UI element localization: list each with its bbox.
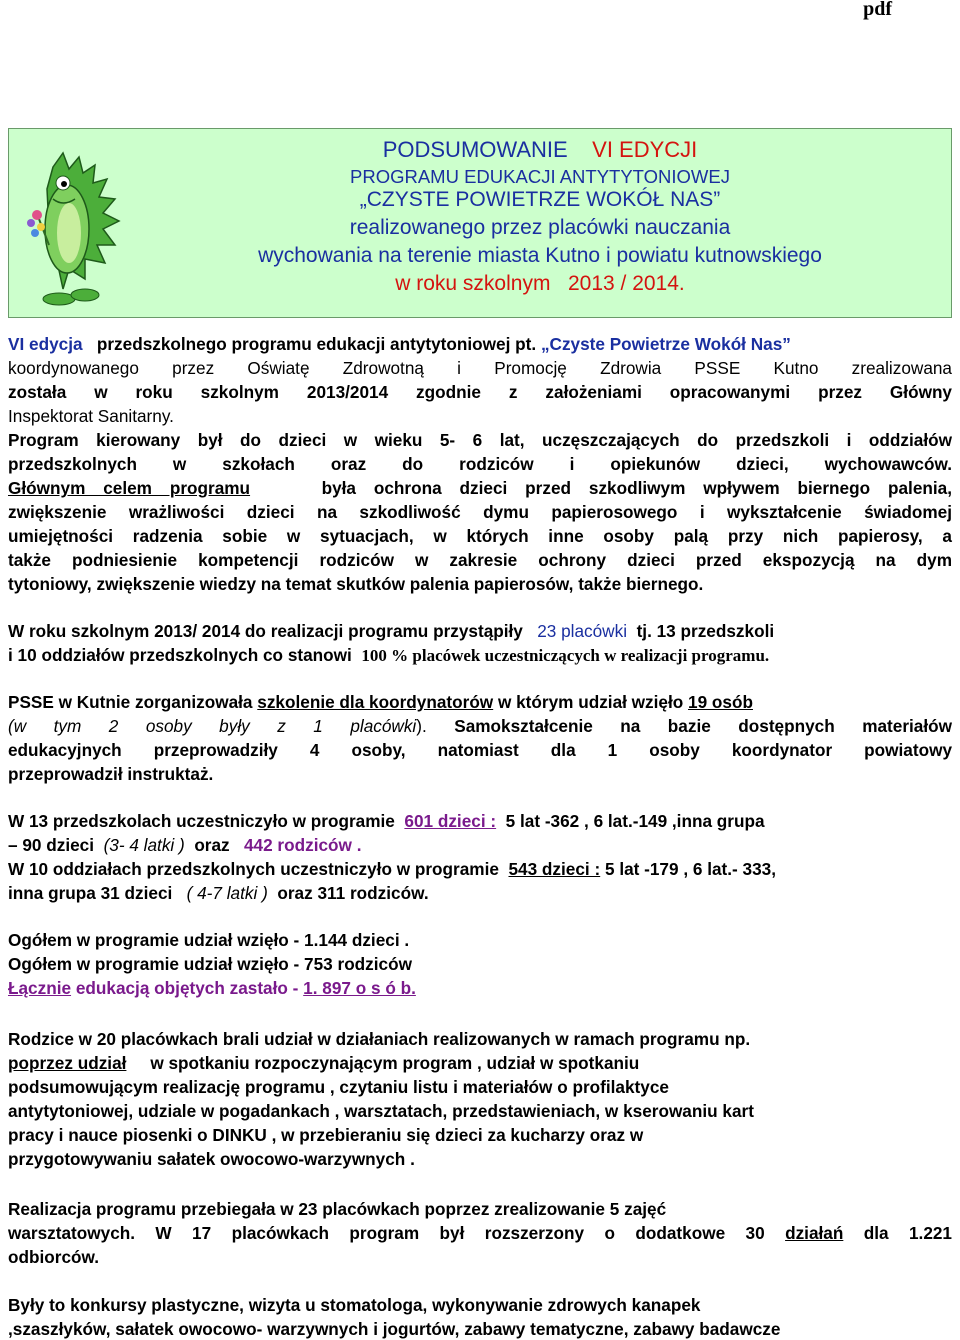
paragraph-7-line: odbiorców. (8, 1247, 100, 1267)
banner-title-line: PODSUMOWANIE VI EDYCJI (382, 137, 698, 162)
paragraph-8-line: ,szaszłyków, sałatek owocowo- warzywnych i jogurtów, zabawy tematyczne, zabawy badawcze (8, 1319, 781, 1339)
banner-line-4: realizowanego przez placówki nauczania (349, 216, 731, 239)
paragraph-4-line: W 13 przedszkolach uczestniczyło w programie 601 dzieci : 5 lat -362 , 6 lat.-149 ,inna grupa (8, 811, 765, 831)
paragraph-1-line: zwiększenie wrażliwości dzieci na szkodliwość dymu papierosowego i wykształcenie świadomej (8, 502, 952, 522)
paragraph-6-line: Rodzice w 20 placówkach brali udział w działaniach realizowanych w ramach programu np. (8, 1029, 751, 1049)
paragraph-6-line: poprzez udział w spotkaniu rozpoczynającym program , udział w spotkaniu (8, 1053, 640, 1073)
paragraph-3-line: PSSE w Kutnie zorganizowała szkolenie dla koordynatorów w którym udział wzięło 19 osób (8, 692, 753, 712)
paragraph-8-line: Były to konkursy plastyczne, wizyta u stomatologa, wykonywanie zdrowych kanapek (8, 1295, 701, 1315)
title-banner (8, 128, 952, 318)
paragraph-7-line: Realizacja programu przebiegała w 23 placówkach poprzez zrealizowanie 5 zajęć (8, 1199, 667, 1219)
paragraph-3-line: przeprowadził instruktaż. (8, 764, 214, 784)
total-overall-line: Łącznie edukacją objętych zastało - 1. 897 o s ó b. (8, 978, 416, 998)
paragraph-1-line: koordynowanego przez Oświatę Zdrowotną i Promocję Zdrowia PSSE Kutno zrealizowana (8, 358, 952, 378)
paragraph-6-line: pracy i nauce piosenki o DINKU , w przebieraniu się dzieci za kucharzy oraz w (8, 1125, 644, 1145)
dragon-mascot-image (23, 149, 127, 309)
paragraph-4-line: W 10 oddziałach przedszkolnych uczestniczyło w programie 543 dzieci : 5 lat -179 , 6 lat.- 333, (8, 859, 776, 879)
paragraph-1-line: VI edycja przedszkolnego programu edukacji antytytoniowej pt. „Czyste Powietrze Wokół Nas” (8, 334, 791, 354)
paragraph-6-line: antytytoniowej, udziale w pogadankach , warsztatach, przedstawieniach, w kserowaniu kart (8, 1101, 754, 1121)
paragraph-1-line: przedszkolnych w szkołach oraz do rodziców i opiekunów dzieci, wychowawców. (8, 454, 952, 474)
paragraph-1-line: umiejętności radzenia sobie w sytuacjach, w których inne osoby palą przy nich papierosy, a (8, 526, 952, 546)
banner-line-5: wychowania na terenie miasta Kutno i powiatu kutnowskiego (258, 244, 822, 267)
total-parents-line: Ogółem w programie udział wzięło - 753 rodziców (8, 954, 412, 974)
paragraph-1-line: została w roku szkolnym 2013/2014 zgodnie z założeniami opracowanymi przez Główny (8, 382, 952, 402)
paragraph-4-line: – 90 dzieci (3- 4 latki ) oraz 442 rodziców . (8, 835, 362, 855)
paragraph-2-line: W roku szkolnym 2013/ 2014 do realizacji programu przystąpiły 23 placówki tj. 13 przedszkoli (8, 621, 775, 641)
paragraph-1-line: Program kierowany był do dzieci w wieku 5- 6 lat, uczęszczających do przedszkoli i oddziałów (8, 430, 952, 450)
paragraph-6-line: przygotowywaniu sałatek owocowo-warzywnych . (8, 1149, 415, 1169)
banner-subtitle-line: PROGRAMU EDUKACJI ANTYTYTONIOWEJ (350, 166, 730, 187)
paragraph-4-line: inna grupa 31 dzieci ( 4-7 latki ) oraz 311 rodziców. (8, 883, 429, 903)
paragraph-2-line: i 10 oddziałów przedszkolnych co stanowi 100 % placówek uczestniczących w realizacji programu. (8, 645, 770, 665)
banner-program-name: „CZYSTE POWIETRZE WOKÓŁ NAS” (359, 188, 721, 211)
paragraph-1-line: także podniesienie kompetencji rodziców w zakresie ochrony dzieci przed ekspozycją na dym (8, 550, 952, 570)
paragraph-6-line: podsumowującym realizację programu , czytaniu listu i materiałów o profilaktyce (8, 1077, 669, 1097)
paragraph-1-line: tytoniowy, zwiększenie wiedzy na temat skutków palenia papierosów, także biernego. (8, 574, 704, 594)
paragraph-1-line: Inspektorat Sanitarny. (8, 406, 174, 426)
total-children-line: Ogółem w programie udział wzięło - 1.144 dzieci . (8, 930, 410, 950)
paragraph-7-line: warsztatowych. W 17 placówkach program był rozszerzony o dodatkowe 30 działań dla 1.221 (8, 1223, 952, 1243)
paragraph-1-line: Głównym celem programu była ochrona dzieci przed szkodliwym wpływem biernego palenia, (8, 478, 952, 498)
banner-year-line: w roku szkolnym 2013 / 2014. (395, 272, 685, 295)
pdf-label: pdf (863, 0, 892, 20)
paragraph-3-line: edukacyjnych przeprowadziły 4 osoby, natomiast dla 1 osoby koordynator powiatowy (8, 740, 952, 760)
paragraph-3-line: (w tym 2 osoby były z 1 placówki). Samokształcenie na bazie dostępnych materiałów (8, 716, 952, 736)
